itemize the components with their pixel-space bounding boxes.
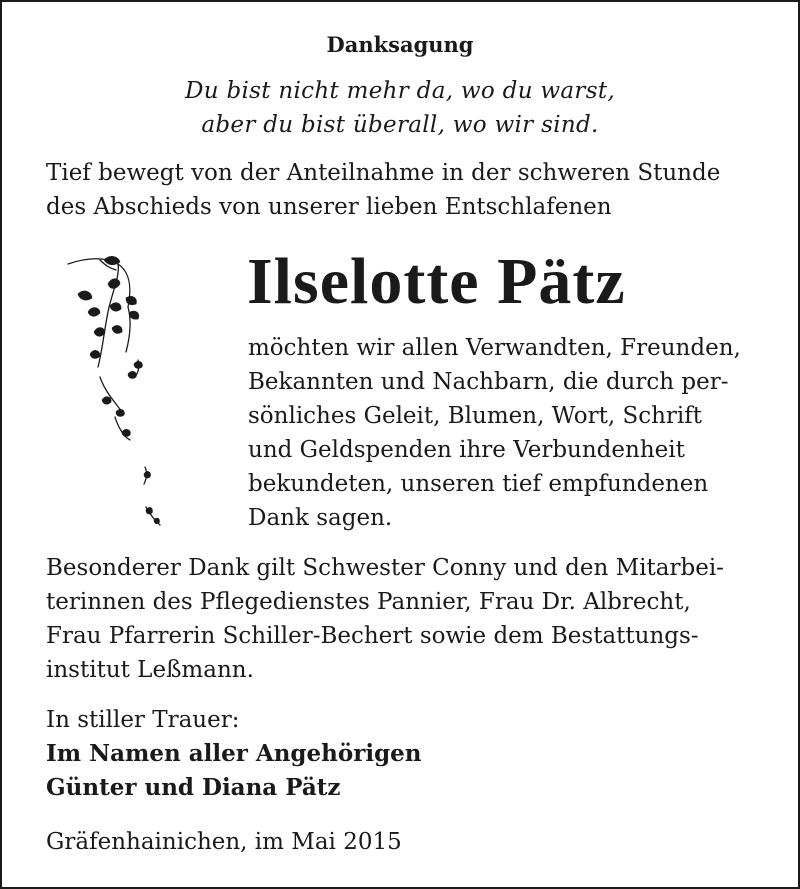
quote-line-1: Du bist nicht mehr da, wo du warst, xyxy=(185,78,615,104)
thanks-line-5: bekundeten, unseren tief empfundenen xyxy=(248,471,709,497)
thanks-line-6: Dank sagen. xyxy=(248,505,393,531)
special-line-3: Frau Pfarrerin Schiller-Bechert sowie dem Bestattungs- xyxy=(46,623,699,649)
deceased-name: Ilselotte Pätz xyxy=(247,245,626,318)
leaf-branch-icon xyxy=(60,252,180,542)
thanks-line-2: Bekannten und Nachbarn, die durch per- xyxy=(248,369,729,395)
intro-line-2: des Abschieds von unserer lieben Entschlafenen xyxy=(46,194,612,220)
special-line-4: institut Leßmann. xyxy=(46,657,254,683)
thanks-line-3: sönliches Geleit, Blumen, Wort, Schrift xyxy=(248,403,703,429)
quote-line-2: aber du bist überall, wo wir sind. xyxy=(201,112,599,138)
signatory-line-1: Im Namen aller Angehörigen xyxy=(46,740,422,767)
special-line-2: terinnen des Pflegedienstes Pannier, Frau Dr. Albrecht, xyxy=(46,589,691,615)
thanks-line-4: und Geldspenden ihre Verbundenheit xyxy=(248,437,685,463)
mourning-label: In stiller Trauer: xyxy=(46,707,240,733)
place-date: Gräfenhainichen, im Mai 2015 xyxy=(46,829,402,855)
notice-title: Danksagung xyxy=(326,32,474,57)
intro-line-1: Tief bewegt von der Anteilnahme in der schweren Stunde xyxy=(46,160,721,186)
special-line-1: Besonderer Dank gilt Schwester Conny und den Mitarbei- xyxy=(46,555,724,581)
thanks-line-1: möchten wir allen Verwandten, Freunden, xyxy=(248,335,741,361)
signatory-line-2: Günter und Diana Pätz xyxy=(46,774,341,801)
